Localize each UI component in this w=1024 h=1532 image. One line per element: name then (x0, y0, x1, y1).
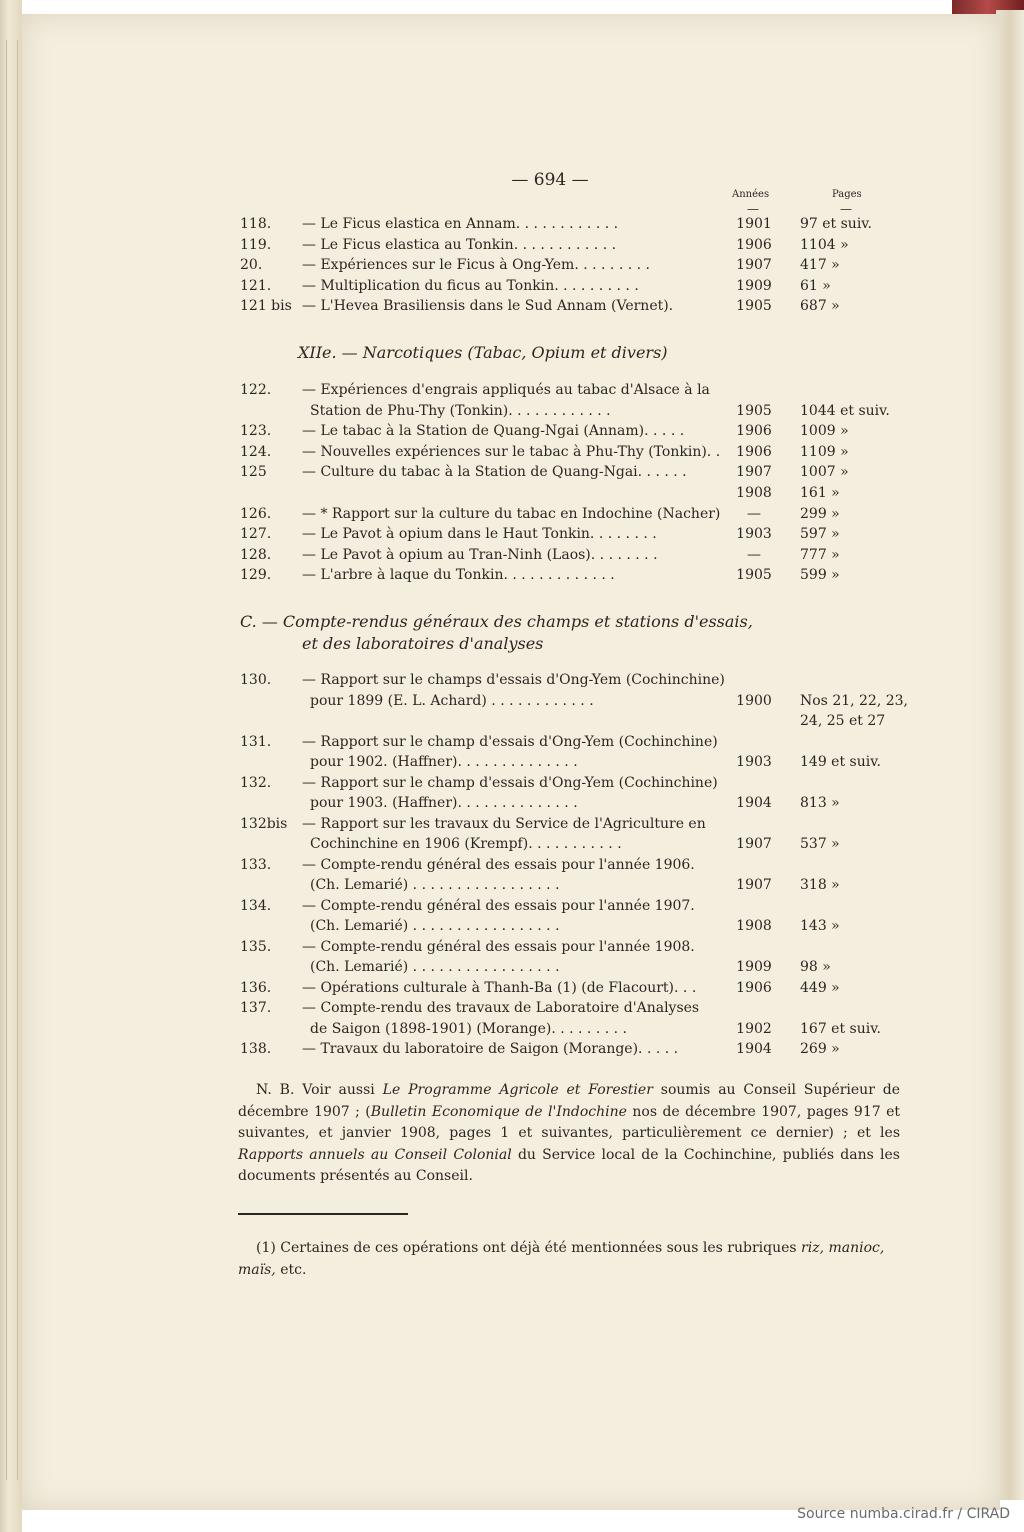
entry-year: 1902 (736, 1020, 772, 1037)
nb-part7: du Service local de la Cochinchine, publiés dans les documents présentés au Conseil. (238, 1146, 900, 1184)
narcotics-row (240, 524, 910, 544)
entry-number: 132bis (240, 815, 288, 832)
report-row (240, 834, 910, 854)
nota-bene-paragraph (238, 1080, 900, 1188)
page-number: — 694 — (511, 170, 589, 190)
entry-title: — L'Hevea Brasiliensis dans le Sud Annam (Vernet). (302, 298, 674, 314)
entry-page: 161 » (800, 485, 840, 501)
entry-number: 129. (240, 567, 272, 584)
entry-title: — Le Pavot à opium dans le Haut Tonkin. . . . . . . . (302, 526, 657, 543)
entry-page: 687 » (800, 298, 840, 314)
footnote-part3: etc. (280, 1261, 307, 1278)
narcotics-row (240, 545, 910, 565)
entry-page: 1104 » (800, 236, 849, 253)
entry-year: 1906 (736, 423, 772, 440)
entry-title: pour 1903. (Haffner). . . . . . . . . . . . . . (310, 795, 578, 811)
entry-number: 132. (240, 774, 272, 791)
entry-number: 121. (240, 277, 272, 294)
section-xii-heading: XIIe. — Narcotiques (Tabac, Opium et divers) (298, 343, 668, 362)
entry-title: (Ch. Lemarié) . . . . . . . . . . . . . . . . . (310, 959, 560, 975)
entry-page: 599 » (800, 567, 840, 584)
entry-page: Nos 21, 22, 23, (800, 692, 909, 709)
header-pages: Pages (832, 189, 862, 200)
report-row (240, 732, 910, 752)
footnote-part1: (1) Certaines de ces opérations ont déjà été mentionnées sous les rubriques (256, 1240, 797, 1256)
entry-year: 1903 (736, 754, 772, 770)
entry-page: 299 » (800, 505, 840, 522)
entry-number: 121 bis (240, 298, 292, 314)
entry-page: 813 » (800, 795, 840, 811)
entry-year: — (747, 546, 761, 563)
report-row (240, 937, 910, 957)
report-row (240, 916, 910, 936)
entry-year: 1908 (736, 918, 772, 934)
report-row (240, 978, 910, 998)
report-row (240, 793, 910, 813)
entry-year: 1904 (736, 795, 772, 811)
entry-number: 137. (240, 1000, 272, 1016)
header-pages-dash: — (840, 202, 852, 216)
entry-title: — Le Ficus elastica au Tonkin. . . . . . . . . . . . (302, 236, 617, 253)
entry-page: 167 et suiv. (800, 1020, 881, 1037)
report-row (240, 670, 910, 690)
entry-number: 134. (240, 897, 272, 914)
entry-title: de Saigon (1898-1901) (Morange). . . . . . . . . (310, 1020, 627, 1037)
entry-year: 1906 (736, 979, 772, 996)
nb-part3: soumis au Conseil Supérieur de décembre 1907 ; ( (238, 1082, 901, 1120)
entry-number: 122. (240, 382, 272, 398)
entry-year: — (747, 505, 761, 522)
section-c-heading-line2: et des laboratoires d'analyses (302, 634, 544, 653)
entry-year: 1909 (736, 277, 772, 294)
report-row (240, 711, 910, 731)
entry-title: — Compte-rendu général des essais pour l'année 1906. (302, 856, 695, 873)
entry-number: 124. (240, 443, 272, 460)
ficus-row (240, 214, 910, 234)
entry-year: 1906 (736, 236, 772, 253)
entry-page: 97 et suiv. (800, 216, 873, 232)
entry-year: 1907 (736, 257, 772, 273)
entry-number: 127. (240, 526, 272, 543)
narcotics-row (240, 421, 910, 441)
entry-year: 1905 (736, 567, 772, 584)
entry-page: 269 » (800, 1041, 840, 1057)
narcotics-row (240, 483, 910, 503)
entry-page: 98 » (800, 959, 831, 975)
entry-title: — Opérations culturale à Thanh-Ba (1) (de Flacourt). . . (302, 979, 697, 996)
entry-year: 1904 (736, 1041, 772, 1057)
entry-title: — Expériences d'engrais appliqués au tabac d'Alsace à la (302, 382, 710, 398)
narcotics-row (240, 380, 910, 400)
report-row (240, 1039, 910, 1059)
report-row (240, 691, 910, 711)
nb-part5: nos de décembre 1907, pages 917 et suivantes, et janvier 1908, pages 1 et suivantes, particulièrement ce dernier) ; et les (238, 1103, 901, 1141)
entry-number: 126. (240, 505, 272, 522)
entry-number: 118. (240, 216, 272, 232)
report-row (240, 855, 910, 875)
entry-year: 1900 (736, 692, 772, 709)
entry-title: — Multiplication du ficus au Tonkin. . . . . . . . . . (302, 277, 639, 294)
entry-title: — * Rapport sur la culture du tabac en Indochine (Nacher) (302, 505, 721, 522)
entry-number: 130. (240, 672, 272, 688)
entry-page: 1109 » (800, 443, 849, 460)
footnote (238, 1238, 900, 1281)
entry-page: 777 » (800, 546, 840, 563)
entry-title: — Nouvelles expériences sur le tabac à Phu-Thy (Tonkin). . (302, 443, 721, 460)
entry-year: 1907 (736, 464, 772, 481)
entry-title: — Rapport sur les travaux du Service de l'Agriculture en (302, 815, 706, 832)
entry-title: — Travaux du laboratoire de Saigon (Morange). . . . . (302, 1041, 679, 1057)
entry-title: — Compte-rendu des travaux de Laboratoire d'Analyses (302, 1000, 700, 1016)
narcotics-row (240, 442, 910, 462)
entry-year: 1905 (736, 402, 772, 419)
entry-number: 119. (240, 236, 272, 253)
entry-page: 1007 » (800, 464, 849, 481)
report-row (240, 896, 910, 916)
entry-title: Cochinchine en 1906 (Krempf). . . . . . . . . . . (310, 836, 622, 852)
nb-part6: Rapports annuels au Conseil Colonial (238, 1146, 512, 1163)
entry-number: 128. (240, 546, 272, 563)
entry-year: 1909 (736, 959, 772, 975)
entry-title: — Le Pavot à opium au Tran-Ninh (Laos). . . . . . . . (302, 546, 658, 563)
entry-title: — Rapport sur le champs d'essais d'Ong-Yem (Cochinchine) (302, 672, 725, 688)
entry-title: — Expériences sur le Ficus à Ong-Yem. . . . . . . . . (302, 257, 650, 273)
ficus-row (240, 296, 910, 316)
entry-year: 1903 (736, 526, 772, 543)
report-row (240, 1019, 910, 1039)
entry-page: 449 » (800, 979, 840, 996)
entry-page: 143 » (800, 918, 840, 934)
entry-number: 138. (240, 1041, 272, 1057)
entry-year: 1908 (736, 485, 772, 501)
entry-page: 61 » (800, 277, 831, 294)
entry-page: 149 et suiv. (800, 754, 881, 770)
entry-page: 597 » (800, 526, 840, 543)
nb-part2: Le Programme Agricole et Forestier (382, 1082, 653, 1098)
entry-number: 133. (240, 856, 272, 873)
entry-number: 20. (240, 257, 263, 273)
entry-title: — Rapport sur le champ d'essais d'Ong-Yem (Cochinchine) (302, 733, 718, 750)
entry-title: — Rapport sur le champ d'essais d'Ong-Yem (Cochinchine) (302, 774, 718, 791)
report-row (240, 814, 910, 834)
entry-page: 417 » (800, 257, 840, 273)
ficus-row (240, 255, 910, 275)
entry-title: (Ch. Lemarié) . . . . . . . . . . . . . . . . . (310, 918, 560, 934)
page-edge (996, 10, 1024, 1500)
entry-year: 1907 (736, 877, 772, 893)
entry-title: Station de Phu-Thy (Tonkin). . . . . . . . . . . . (310, 402, 611, 419)
entry-page: 318 » (800, 877, 840, 893)
ficus-row (240, 235, 910, 255)
header-years: Années (732, 189, 770, 200)
header-years-dash: — (747, 202, 759, 216)
section-c-heading-line1: C. — Compte-rendus généraux des champs et stations d'essais, (240, 612, 753, 631)
entry-title: — Culture du tabac à la Station de Quang-Ngai. . . . . . (302, 464, 687, 481)
entry-page: 1009 » (800, 423, 849, 440)
report-row (240, 957, 910, 977)
entry-number: 136. (240, 979, 272, 996)
entry-number: 131. (240, 733, 272, 750)
entry-year: 1907 (736, 836, 772, 852)
narcotics-row (240, 401, 910, 421)
entry-year: 1901 (736, 216, 772, 232)
entry-year: 1905 (736, 298, 772, 314)
narcotics-row (240, 504, 910, 524)
entry-title: (Ch. Lemarié) . . . . . . . . . . . . . . . . . (310, 877, 560, 893)
entry-number: 135. (240, 938, 272, 955)
entry-page: 1044 et suiv. (800, 402, 890, 419)
source-credit: Source numba.cirad.fr / CIRAD (797, 1506, 1010, 1522)
report-row (240, 773, 910, 793)
report-row (240, 752, 910, 772)
report-row (240, 875, 910, 895)
entry-title: — L'arbre à laque du Tonkin. . . . . . . . . . . . . (302, 567, 615, 584)
entry-year: 1906 (736, 443, 772, 460)
entry-title: pour 1899 (E. L. Achard) . . . . . . . . . . . . (310, 692, 594, 709)
narcotics-row (240, 565, 910, 585)
entry-number: 123. (240, 423, 272, 440)
narcotics-row (240, 462, 910, 482)
book-spine (0, 0, 22, 1532)
entry-page: 24, 25 et 27 (800, 713, 886, 729)
entry-number: 125 (240, 464, 267, 481)
entry-page: 537 » (800, 836, 840, 852)
entry-title: — Le Ficus elastica en Annam. . . . . . . . . . . . (302, 216, 619, 232)
entry-title: — Le tabac à la Station de Quang-Ngai (Annam). . . . . (302, 423, 685, 440)
ficus-row (240, 276, 910, 296)
entry-title: — Compte-rendu général des essais pour l'année 1907. (302, 897, 695, 914)
nb-part4: Bulletin Economique de l'Indochine (370, 1103, 627, 1120)
footnote-part2: riz, manioc, maïs, (238, 1240, 885, 1278)
footnote-rule (238, 1213, 408, 1215)
report-row (240, 998, 910, 1018)
entry-title: — Compte-rendu général des essais pour l'année 1908. (302, 938, 695, 955)
nb-part1: N. B. Voir aussi (256, 1082, 375, 1098)
entry-title: pour 1902. (Haffner). . . . . . . . . . . . . . (310, 754, 578, 770)
